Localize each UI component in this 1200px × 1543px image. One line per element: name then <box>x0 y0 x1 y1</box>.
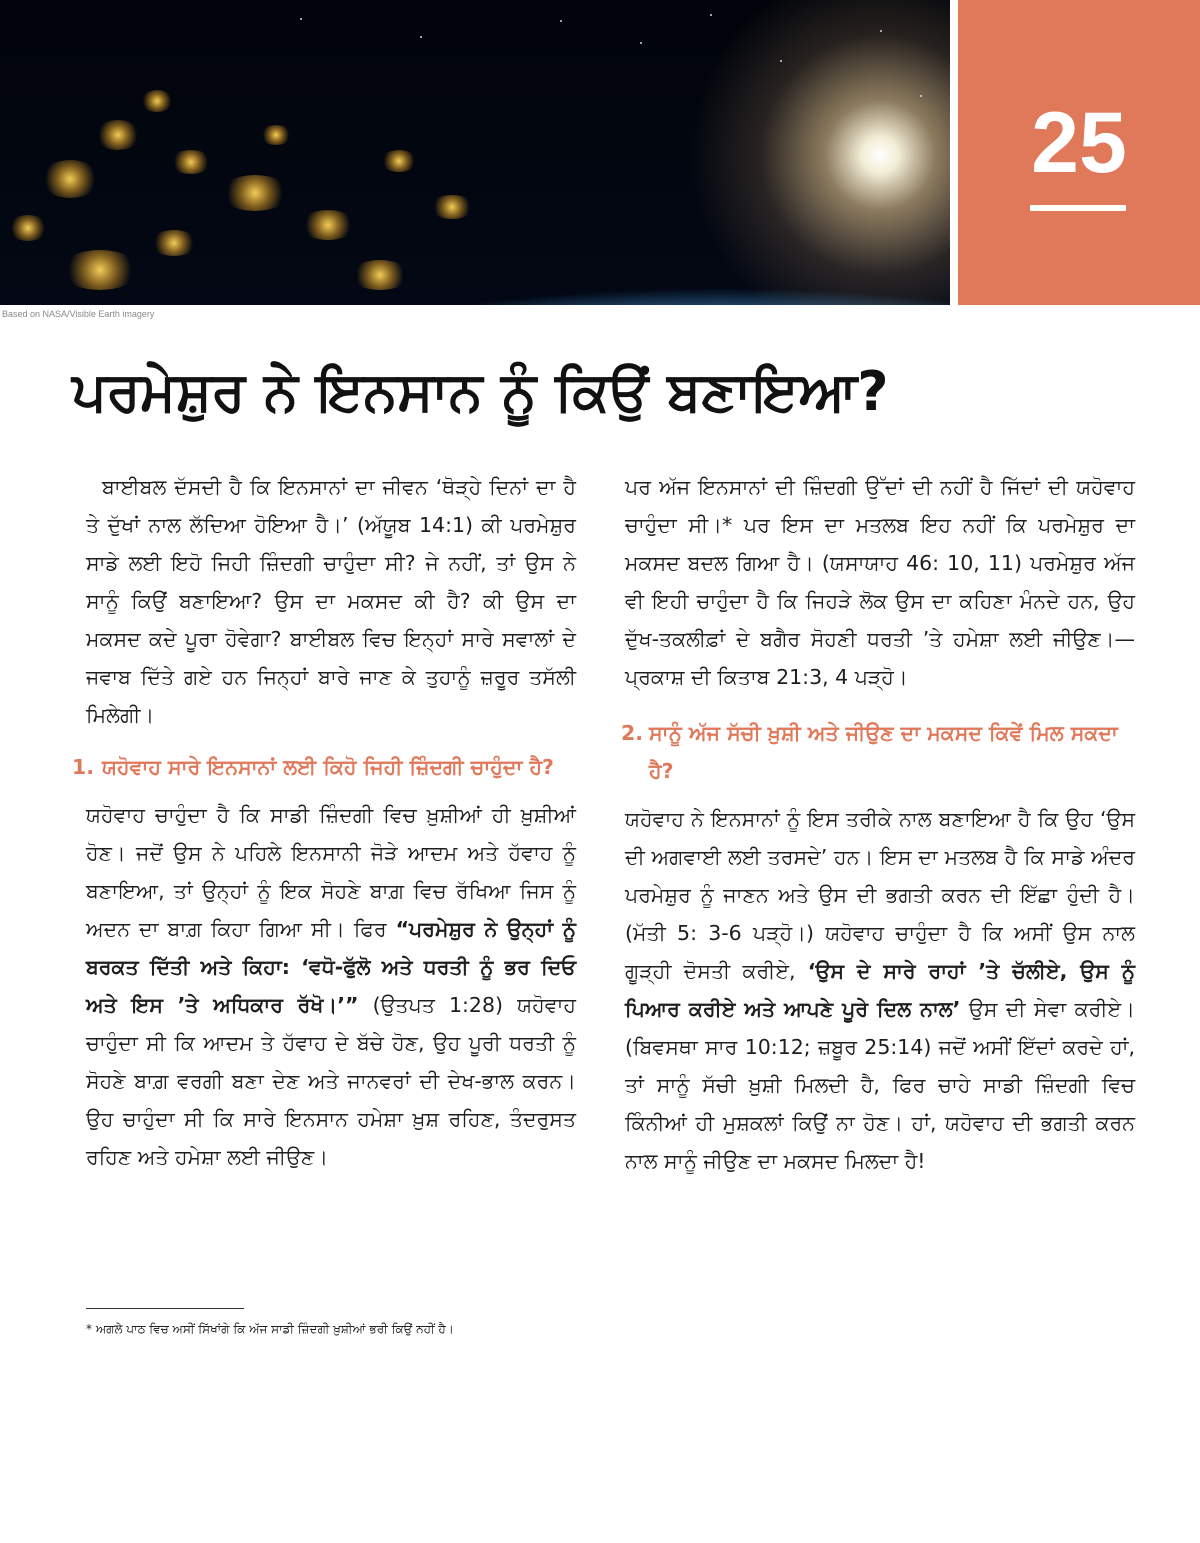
badge-underline <box>1030 205 1126 211</box>
image-credit: Based on NASA/Visible Earth imagery <box>2 309 155 319</box>
section-1-paragraph-2: ਪਰ ਅੱਜ ਇਨਸਾਨਾਂ ਦੀ ਜ਼ਿੰਦਗੀ ਉੱਦਾਂ ਦੀ ਨਹੀਂ ਹੈ ਜਿੱਦਾਂ ਦੀ ਯਹੋਵਾਹ ਚਾਹੁੰਦਾ ਸੀ।* ਪਰ ਇਸ ਦਾ ਮਤਲਬ ਇਹ ਨਹੀਂ ਕਿ ਪਰਮੇਸ਼ੁਰ ਦਾ ਮਕਸਦ ਬਦਲ ਗਿਆ ਹੈ। (ਯਸਾਯਾਹ 46: 10, 11) ਪਰਮੇਸ਼ੁਰ ਅੱਜ ਵੀ ਇਹੀ ਚਾਹੁੰਦਾ ਹੈ ਕਿ ਜਿਹੜੇ ਲੋਕ ਉਸ ਦਾ ਕਹਿਣਾ ਮੰਨਦੇ ਹਨ, ਉਹ ਦੁੱਖ-ਤਕਲੀਫ਼ਾਂ ਦੇ ਬਗੈਰ ਸੋਹਣੀ ਧਰਤੀ ’ਤੇ ਹਮੇਸ਼ਾ ਲਈ ਜੀਉਣ।—ਪ੍ਰਕਾਸ਼ ਦੀ ਕਿਤਾਬ 21:3, 4 ਪੜ੍ਹੋ। <box>625 475 1135 689</box>
right-column <box>621 468 1135 1180</box>
section-1-heading <box>72 748 576 786</box>
lesson-number-badge <box>958 0 1200 305</box>
footnote-divider <box>86 1308 244 1309</box>
section-1-question: ਯਹੋਵਾਹ ਸਾਰੇ ਇਨਸਾਨਾਂ ਲਈ ਕਿਹੋ ਜਿਹੀ ਜ਼ਿੰਦਗੀ ਚਾਹੁੰਦਾ ਹੈ? <box>102 755 554 779</box>
section-2-number: 2. <box>621 721 644 745</box>
section-2-text-b: ਉਸ ਦੀ ਸੇਵਾ ਕਰੀਏ। (ਬਿਵਸਥਾ ਸਾਰ 10:12; ਜ਼ਬੂਰ 25:14) ਜਦੋਂ ਅਸੀਂ ਇੱਦਾਂ ਕਰਦੇ ਹਾਂ, ਤਾਂ ਸਾਨੂੰ ਸੱਚੀ ਖ਼ੁਸ਼ੀ ਮਿਲਦੀ ਹੈ, ਫਿਰ ਚਾਹੇ ਸਾਡੀ ਜ਼ਿੰਦਗੀ ਵਿਚ ਕਿੰਨੀਆਂ ਹੀ ਮੁਸ਼ਕਲਾਂ ਕਿਉਂ ਨਾ ਹੋਣ। ਹਾਂ, ਯਹੋਵਾਹ ਦੀ ਭਗਤੀ ਕਰਨ ਨਾਲ ਸਾਨੂੰ ਜੀਉਣ ਦਾ ਮਕਸਦ ਮਿਲਦਾ ਹੈ! <box>625 997 1135 1173</box>
section-2-text-a: ਯਹੋਵਾਹ ਨੇ ਇਨਸਾਨਾਂ ਨੂੰ ਇਸ ਤਰੀਕੇ ਨਾਲ ਬਣਾਇਆ ਹੈ ਕਿ ਉਹ ‘ਉਸ ਦੀ ਅਗਵਾਈ ਲਈ ਤਰਸਦੇ’ ਹਨ। ਇਸ ਦਾ ਮਤਲਬ ਹੈ ਕਿ ਸਾਡੇ ਅੰਦਰ ਪਰਮੇਸ਼ੁਰ ਨੂੰ ਜਾਣਨ ਅਤੇ ਉਸ ਦੀ ਭਗਤੀ ਕਰਨ ਦੀ ਇੱਛਾ ਹੁੰਦੀ ਹੈ। (ਮੱਤੀ 5: 3-6 ਪੜ੍ਹੋ।) ਯਹੋਵਾਹ ਚਾਹੁੰਦਾ ਹੈ ਕਿ ਅਸੀਂ ਉਸ ਨਾਲ ਗੂੜ੍ਹੀ ਦੋਸਤੀ ਕਰੀਏ, <box>625 807 1135 983</box>
left-column <box>72 468 576 1176</box>
section-1-paragraph-1 <box>86 796 576 1176</box>
section-1-text-b: (ਉਤਪਤ 1:28) ਯਹੋਵਾਹ ਚਾਹੁੰਦਾ ਸੀ ਕਿ ਆਦਮ ਤੇ ਹੱਵਾਹ ਦੇ ਬੱਚੇ ਹੋਣ, ਉਹ ਪੂਰੀ ਧਰਤੀ ਨੂੰ ਸੋਹਣੇ ਬਾਗ਼ ਵਰਗੀ ਬਣਾ ਦੇਣ ਅਤੇ ਜਾਨਵਰਾਂ ਦੀ ਦੇਖ-ਭਾਲ ਕਰਨ। ਉਹ ਚਾਹੁੰਦਾ ਸੀ ਕਿ ਸਾਰੇ ਇਨਸਾਨ ਹਮੇਸ਼ਾ ਖ਼ੁਸ਼ ਰਹਿਣ, ਤੰਦਰੁਸਤ ਰਹਿਣ ਅਤੇ ਹਮੇਸ਼ਾ ਲਈ ਜੀਉਣ। <box>86 993 576 1169</box>
section-2-heading <box>621 714 1135 790</box>
earth-from-space-photo <box>0 0 950 305</box>
section-1-bold-quote: “ਪਰਮੇਸ਼ੁਰ ਨੇ ਉਨ੍ਹਾਂ ਨੂੰ ਬਰਕਤ ਦਿੱਤੀ ਅਤੇ ਕਿਹਾ: ‘ਵਧੋ-ਫੁੱਲੋ ਅਤੇ ਧਰਤੀ ਨੂੰ ਭਰ ਦਿਓ ਅਤੇ ਇਸ ’ਤੇ ਅਧਿਕਾਰ ਰੱਖੋ।’” <box>86 917 576 1017</box>
footnote: * ਅਗਲੇ ਪਾਠ ਵਿਚ ਅਸੀਂ ਸਿੱਖਾਂਗੇ ਕਿ ਅੱਜ ਸਾਡੀ ਜ਼ਿੰਦਗੀ ਖ਼ੁਸ਼ੀਆਂ ਭਰੀ ਕਿਉਂ ਨਹੀਂ ਹੈ। <box>86 1322 454 1336</box>
section-1-number: 1. <box>72 755 95 779</box>
section-1-paragraph-2-start <box>86 1230 576 1306</box>
left-column-continued <box>86 1230 576 1306</box>
intro-paragraph: ਬਾਈਬਲ ਦੱਸਦੀ ਹੈ ਕਿ ਇਨਸਾਨਾਂ ਦਾ ਜੀਵਨ ‘ਥੋੜ੍ਹੇ ਦਿਨਾਂ ਦਾ ਹੈ ਤੇ ਦੁੱਖਾਂ ਨਾਲ ਲੱਦਿਆ ਹੋਇਆ ਹੈ।’ (ਅੱਯੂਬ 14:1) ਕੀ ਪਰਮੇਸ਼ੁਰ ਸਾਡੇ ਲਈ ਇਹੋ ਜਿਹੀ ਜ਼ਿੰਦਗੀ ਚਾਹੁੰਦਾ ਸੀ? ਜੇ ਨਹੀਂ, ਤਾਂ ਉਸ ਨੇ ਸਾਨੂੰ ਕਿਉਂ ਬਣਾਇਆ? ਉਸ ਦਾ ਮਕਸਦ ਕੀ ਹੈ? ਕੀ ਉਸ ਦਾ ਮਕਸਦ ਕਦੇ ਪੂਰਾ ਹੋਵੇਗਾ? ਬਾਈਬਲ ਵਿਚ ਇਨ੍ਹਾਂ ਸਾਰੇ ਸਵਾਲਾਂ ਦੇ ਜਵਾਬ ਦਿੱਤੇ ਗਏ ਹਨ ਜਿਨ੍ਹਾਂ ਬਾਰੇ ਜਾਣ ਕੇ ਤੁਹਾਨੂੰ ਜ਼ਰੂਰ ਤਸੱਲੀ ਮਿਲੇਗੀ। <box>86 475 576 727</box>
section-2-bold-quote: ‘ਉਸ ਦੇ ਸਾਰੇ ਰਾਹਾਂ ’ਤੇ ਚੱਲੀਏ, ਉਸ ਨੂੰ ਪਿਆਰ ਕਰੀਏ ਅਤੇ ਆਪਣੇ ਪੂਰੇ ਦਿਲ ਨਾਲ’ <box>625 959 1135 1021</box>
section-2-paragraph <box>625 800 1135 1180</box>
section-2-question: ਸਾਨੂੰ ਅੱਜ ਸੱਚੀ ਖ਼ੁਸ਼ੀ ਅਤੇ ਜੀਉਣ ਦਾ ਮਕਸਦ ਕਿਵੇਂ ਮਿਲ ਸਕਦਾ ਹੈ? <box>649 721 1118 783</box>
page-title: ਪਰਮੇਸ਼ੁਰ ਨੇ ਇਨਸਾਨ ਨੂੰ ਕਿਉਂ ਬਣਾਇਆ? <box>72 360 889 423</box>
section-1-text-a: ਯਹੋਵਾਹ ਚਾਹੁੰਦਾ ਹੈ ਕਿ ਸਾਡੀ ਜ਼ਿੰਦਗੀ ਵਿਚ ਖ਼ੁਸ਼ੀਆਂ ਹੀ ਖ਼ੁਸ਼ੀਆਂ ਹੋਣ। ਜਦੋਂ ਉਸ ਨੇ ਪਹਿਲੇ ਇਨਸਾਨੀ ਜੋੜੇ ਆਦਮ ਅਤੇ ਹੱਵਾਹ ਨੂੰ ਬਣਾਇਆ, ਤਾਂ ਉਨ੍ਹਾਂ ਨੂੰ ਇਕ ਸੋਹਣੇ ਬਾਗ਼ ਵਿਚ ਰੱਖਿਆ ਜਿਸ ਨੂੰ ਅਦਨ ਦਾ ਬਾਗ਼ ਕਿਹਾ ਗਿਆ ਸੀ। ਫਿਰ <box>86 803 576 941</box>
lesson-number: 25 <box>1031 95 1127 191</box>
